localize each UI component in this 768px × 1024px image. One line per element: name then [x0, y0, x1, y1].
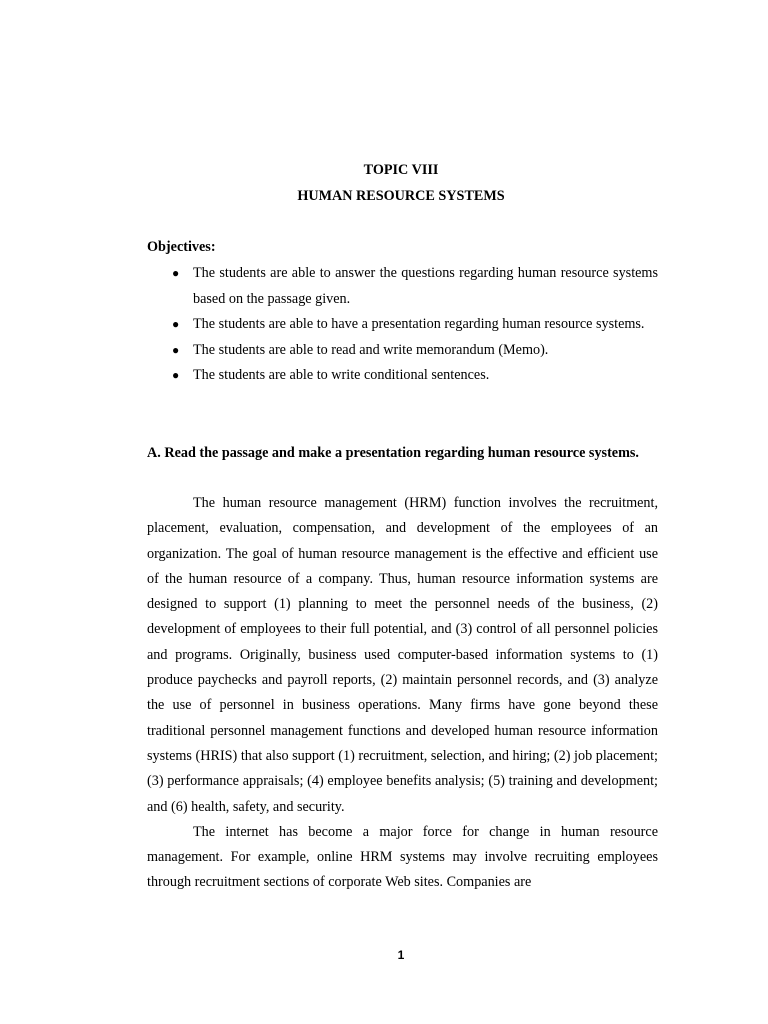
bullet-icon: ● — [172, 317, 180, 332]
bullet-icon: ● — [172, 368, 180, 383]
topic-number-title: TOPIC VIII — [363, 162, 439, 178]
passage-paragraph: The human resource management (HRM) function involves the recruitment, placement, evaluation, compensation, and development of the employees of an organization. The goal of human resource management is the effective and efficient use of the human resource of a company. Thus, human resource information systems are designed to support (1) planning to meet the personnel needs of the business, (2) development of employees to their full potential, and (3) control of all personnel policies and programs. Originally, business used computer-based information systems to (1) produce paychecks and payroll reports, (2) maintain personnel records, and (3) analyze the use of personnel in business operations. Many firms have gone beyond these traditional personnel management functions and developed human resource information systems (HRIS) that also support (1) recruitment, selection, and hiring; (2) job placement; (3) performance appraisals; (4) employee benefits analysis; (5) training and development; and (6) health, safety, and security. — [147, 495, 658, 815]
bullet-icon: ● — [172, 342, 180, 357]
objectives-list — [147, 261, 658, 389]
objective-text: The students are able to write conditional sentences. — [193, 367, 490, 384]
section-a-heading: A. Read the passage and make a presentation regarding human resource systems. — [147, 445, 639, 461]
objective-text: The students are able to have a presentation regarding human resource systems. — [193, 316, 645, 333]
objective-item — [147, 338, 658, 364]
passage-body — [147, 491, 658, 896]
passage-paragraph: The internet has become a major force for change in human resource management. For example, online HRM systems may involve recruiting employees through recruitment sections of corporate Web sites. Companies are — [147, 823, 658, 891]
objective-item — [147, 363, 658, 389]
objective-text: The students are able to read and write memorandum (Memo). — [193, 341, 549, 358]
objective-text: The students are able to answer the questions regarding human resource systems based on the passage given. — [193, 265, 658, 307]
objective-item — [147, 261, 658, 312]
page-number: 1 — [397, 948, 405, 962]
objectives-heading: Objectives: — [147, 239, 216, 255]
topic-title: HUMAN RESOURCE SYSTEMS — [297, 188, 505, 204]
objective-item — [147, 312, 658, 338]
bullet-icon: ● — [172, 266, 180, 280]
